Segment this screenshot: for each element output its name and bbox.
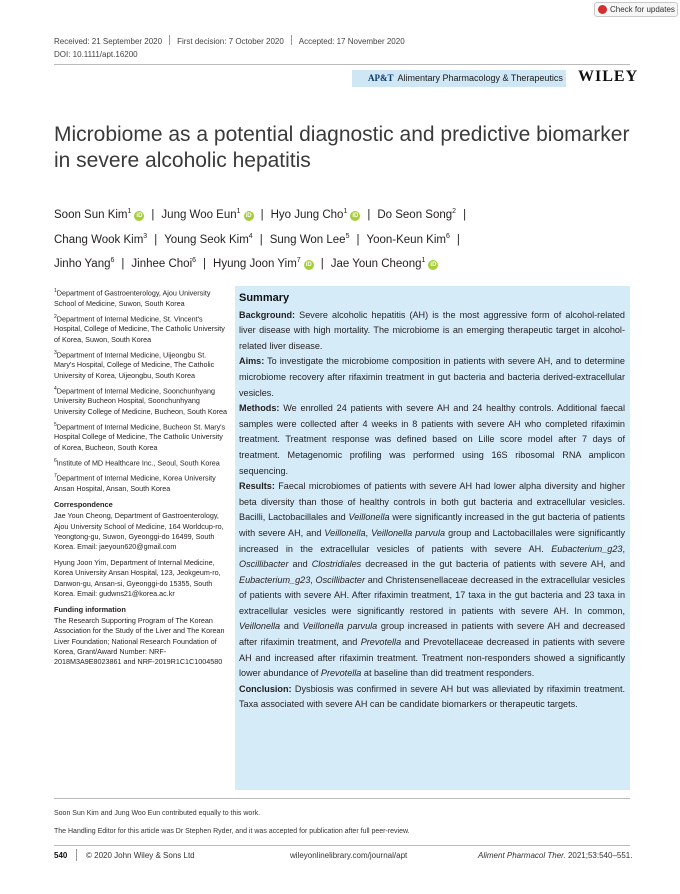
funding-text: The Research Supporting Program of The Korean Association for the Study of the Liver and The Korean Liver Foundation; National Research Foundation of Korea, Grant/Award Number: NRF-2018M3A9E8023861 and NRF-2019R1C1C1004580 <box>54 616 225 667</box>
author-affiliation-number: 1 <box>421 257 426 265</box>
affiliation-text: Institute of MD Healthcare Inc., Seoul, South Korea <box>56 458 220 468</box>
doi-link[interactable]: DOI: 10.1111/apt.16200 <box>54 50 138 59</box>
author-affiliation-number: 6 <box>192 257 197 265</box>
footer-separator <box>76 849 77 861</box>
affiliation <box>54 420 229 453</box>
author-affiliation-number: 2 <box>452 208 457 215</box>
equal-contribution-note: Soon Sun Kim and Jung Woo Eun contributed equally to this work. <box>54 810 261 817</box>
affiliation-text: Department of Gastroenterology, Ajou University School of Medicine, Suwon, South Korea <box>54 288 211 308</box>
author <box>271 209 361 221</box>
author-name: Yoon-Keun Kim <box>366 233 446 246</box>
accepted-date: Accepted: 17 November 2020 <box>298 37 405 46</box>
author <box>131 258 196 270</box>
summary-section <box>239 401 625 479</box>
affiliations-column <box>54 286 229 670</box>
affiliation <box>54 312 229 345</box>
page-number: 540 <box>54 851 68 860</box>
author <box>54 209 144 221</box>
summary-section-label: Background: <box>239 309 296 320</box>
author-separator: | <box>259 233 263 246</box>
footer-divider <box>54 845 630 846</box>
author-name: Jinho Yang <box>54 258 111 271</box>
author <box>331 258 439 270</box>
author-name: Soon Sun Kim <box>54 208 128 221</box>
affiliation-number: 3 <box>54 349 57 356</box>
author-affiliation-number: 6 <box>110 257 115 265</box>
author-separator: | <box>203 258 207 271</box>
affiliation-number: 1 <box>54 288 57 294</box>
summary-section-label: Aims: <box>239 356 265 367</box>
citation-journal: Aliment Pharmacol Ther. <box>478 851 566 860</box>
citation <box>478 851 632 860</box>
author <box>164 234 253 246</box>
summary-section-text: Faecal microbiomes of patients with severe AH had lower alpha diversity and higher beta diversity than those of healthy controls in both gut bacteria and extracellular vesicles. Bacilli, Lactobacillales and Veillonella were significantly increased in the gut bacteria of patients with severe AH, and Veillonella, Veillonella parvula group and Lactobacillales were significantly increased in the extracellular vesicles of patients with severe AH. Eubacterium_g23, Oscillibacter and Clostridiales decreased in the gut bacteria of patients with severe AH, and Eubacterium_g23, Oscillibacter and Christensenellaceae decreased in the extracellular vesicles of patients with severe AH. After rifaximin treatment, 17 taxa in the gut bacteria and 23 taxa in extracellular vesicles were significantly restored in patients with severe AH. In common, Veillonella and Veillonella parvula group increased in patients with severe AH and decreased after rifaximin treatment, and Prevotella and Prevotellaceae decreased in patients with severe AH and increased after rifaximin treatment. Treatment non-responders showed a significantly lower abundance of Prevotella at baseline than did treatment responders. <box>239 481 625 679</box>
publisher-logo: WILEY <box>578 68 639 85</box>
affiliation-list <box>54 286 229 494</box>
copyright: © 2020 John Wiley & Sons Ltd <box>86 851 195 860</box>
funding-heading: Funding information <box>54 605 126 615</box>
author <box>213 258 314 270</box>
author-separator: | <box>121 258 125 271</box>
date-separator <box>169 35 170 45</box>
summary-section-text: Dysbiosis was confirmed in severe AH but was alleviated by rifaximin treatment. Taxa associated with severe AH can be candidate biomarkers or therapeutic targets. <box>239 683 625 710</box>
author <box>54 258 114 270</box>
author-separator: | <box>260 208 264 221</box>
author-name: Jung Woo Eun <box>161 208 237 221</box>
journal-logo: AP&T <box>368 73 394 83</box>
affiliation <box>54 286 229 309</box>
author-affiliation-number: 1 <box>127 208 132 215</box>
footnote-divider <box>54 798 630 799</box>
first-decision-date: First decision: 7 October 2020 <box>177 37 284 46</box>
orcid-icon[interactable]: iD <box>305 262 312 269</box>
correspondence-first: Jae Youn Cheong, Department of Gastroenterology, Ajou University School of Medicine, 164 Worldcup-ro, Yeongtong-gu, Suwon, Gyeonggi-do 16499, South Korea. Email: jaeyoun620@gmail.com <box>54 511 224 551</box>
author-separator: | <box>367 208 371 221</box>
summary-section <box>239 308 625 355</box>
author-affiliation-number: 1 <box>343 208 348 215</box>
summary-section-text: Severe alcoholic hepatitis (AH) is the most aggressive form of alcohol-related liver disease with high mortality. The microbiome is an emerging therapeutic target in alcohol-related liver disease. <box>239 309 625 351</box>
affiliation-text: Department of Internal Medicine, Bucheon St. Mary's Hospital College of Medicine, The Catholic University of Korea, Bucheon, South Korea <box>54 422 226 452</box>
affiliation-text: Department of Internal Medicine, Korea University Ansan Hospital, Ansan, South Korea <box>54 473 216 493</box>
author <box>377 209 456 221</box>
author-name: Chang Wook Kim <box>54 233 144 246</box>
received-date: Received: 21 September 2020 <box>54 37 163 46</box>
article-dates <box>54 35 405 46</box>
author <box>366 234 449 246</box>
author-separator: | <box>356 233 360 246</box>
citation-details: 2021;53:540–551. <box>565 851 633 860</box>
check-for-updates-button[interactable] <box>594 2 678 17</box>
author-affiliation-number: 5 <box>345 232 350 240</box>
summary-section-text: We enrolled 24 patients with severe AH and 24 healthy controls. Additional faecal samples were collected after 4 weeks in 8 patients with severe AH who completed rifaximin treatment. Treatment response was defined based on Lille score model after 7 days of treatment. Metagenomic profiling was performed using 16S ribosomal RNA amplicon sequencing. <box>239 403 625 476</box>
summary-section <box>239 479 625 682</box>
author-name: Young Seok Kim <box>164 233 249 246</box>
author <box>270 234 350 246</box>
author-name: Sung Won Lee <box>269 233 346 246</box>
author-separator: | <box>456 233 460 246</box>
author <box>54 234 147 246</box>
author-separator: | <box>463 208 467 221</box>
summary-box <box>235 286 630 790</box>
author-name: Jinhee Choi <box>131 258 193 271</box>
affiliation-number: 6 <box>54 457 57 464</box>
affiliation <box>54 456 229 469</box>
summary-section <box>239 682 625 713</box>
author-separator: | <box>154 233 158 246</box>
affiliation-text: Department of Internal Medicine, Uijeongbu St. Mary's Hospital, College of Medicine, The Catholic University of Korea, Uijeongbu, South Korea <box>54 350 215 380</box>
author-list <box>54 201 644 275</box>
affiliation <box>54 384 229 417</box>
correspondence-heading: Correspondence <box>54 500 113 510</box>
affiliation-number: 4 <box>54 385 57 392</box>
author <box>161 209 253 221</box>
affiliation-number: 2 <box>54 313 57 320</box>
summary-section-label: Results: <box>239 481 275 492</box>
journal-website-link[interactable]: wileyonlinelibrary.com/journal/apt <box>290 851 408 860</box>
crossmark-icon <box>598 5 607 14</box>
affiliation-number: 7 <box>54 473 57 480</box>
author-separator: | <box>151 208 155 221</box>
summary-sections <box>239 308 625 713</box>
author-affiliation-number: 3 <box>143 232 148 240</box>
affiliation <box>54 348 229 381</box>
summary-section <box>239 354 625 401</box>
affiliation-number: 5 <box>54 421 57 428</box>
author-affiliation-number: 4 <box>248 232 253 240</box>
orcid-icon[interactable]: iD <box>136 212 143 219</box>
author-name: Hyung Joon Yim <box>213 258 297 271</box>
summary-section-label: Conclusion: <box>239 683 292 694</box>
author-affiliation-number: 1 <box>236 208 241 215</box>
journal-banner <box>352 70 566 87</box>
author-name: Hyo Jung Cho <box>270 208 344 221</box>
summary-section-text: To investigate the microbiome composition in patients with severe AH, and to determine microbiome recovery after rifaximin treatment in gut bacteria and bacteria derived-extracellular vesicles. <box>239 356 625 398</box>
orcid-icon[interactable]: iD <box>245 212 252 219</box>
journal-name: Alimentary Pharmacology & Therapeutics <box>397 73 563 83</box>
author-affiliation-number: 6 <box>445 232 450 240</box>
author-name: Jae Youn Cheong <box>330 258 422 271</box>
summary-heading: Summary <box>239 292 290 304</box>
author-affiliation-number: 7 <box>296 257 301 265</box>
affiliation-text: Department of Internal Medicine, St. Vincent's Hospital, College of Medicine, The Catholic University of Korea, Suwon, South Korea <box>54 314 225 344</box>
orcid-icon[interactable]: iD <box>352 212 359 219</box>
orcid-icon[interactable]: iD <box>430 262 437 269</box>
date-separator <box>291 35 292 45</box>
author-separator: | <box>320 258 324 271</box>
article-title: Microbiome as a potential diagnostic and predictive biomarker in severe alcoholic hepatitis <box>54 123 630 172</box>
header-divider <box>54 64 630 65</box>
affiliation-text: Department of Internal Medicine, Soonchunhyang University Bucheon Hospital, Soonchunhyang University College of Medicine, Bucheon, South Korea <box>54 386 227 416</box>
handling-editor-note: The Handling Editor for this article was Dr Stephen Ryder, and it was accepted for publication after full peer-review. <box>54 828 410 835</box>
correspondence-second: Hyung Joon Yim, Department of Internal Medicine, Korea University Ansan Hospital, 123, Jeokgeum-ro, Danwon-gu, Ansan-si, Gyeonggi-do 15355, South Korea. Email: gudwns21@korea.ac.kr <box>54 558 221 598</box>
summary-section-label: Methods: <box>239 403 280 414</box>
affiliation <box>54 471 229 494</box>
author-name: Do Seon Song <box>377 208 453 221</box>
check-for-updates-label: Check for updates <box>610 5 675 14</box>
